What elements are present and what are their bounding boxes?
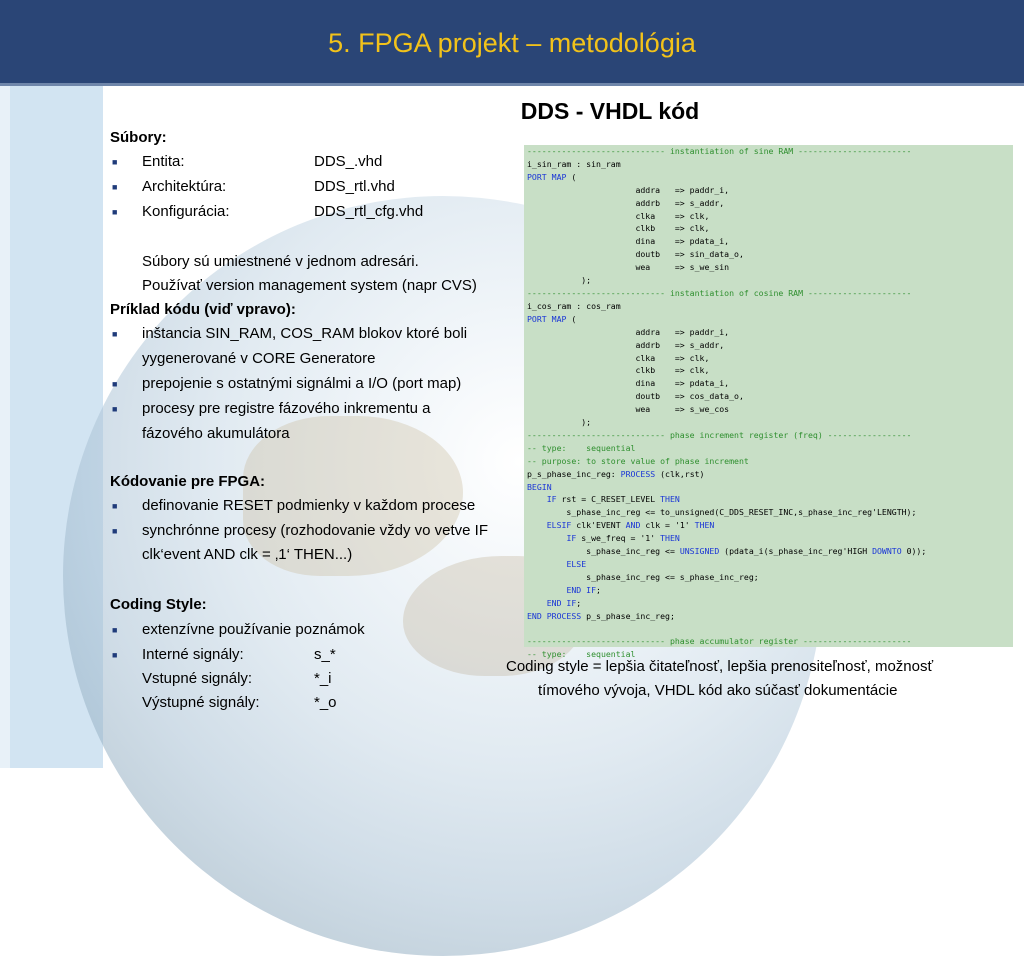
code-line	[527, 623, 1013, 636]
signal-label: Vstupné signály:	[142, 670, 253, 687]
code-comment: ---------------------------- phase increment register (freq) -----------------	[527, 429, 912, 440]
header-bar	[0, 0, 1024, 86]
bullet-icon: ■	[112, 329, 118, 339]
bullet-icon: ■	[112, 207, 118, 217]
code-token: clk = '1'	[640, 520, 695, 531]
files-heading: Súbory:	[110, 129, 167, 146]
code-token: ;	[576, 597, 582, 608]
code-line	[527, 506, 1013, 519]
code-token: dina => pdata_i,	[527, 236, 730, 247]
code-keyword: THEN	[660, 533, 680, 544]
example-item: inštancia SIN_RAM, COS_RAM blokov ktoré boli	[142, 325, 468, 342]
code-line	[527, 248, 1013, 261]
code-line	[527, 287, 1013, 300]
code-line	[527, 584, 1013, 597]
code-keyword: PORT MAP	[527, 313, 567, 324]
code-line	[527, 364, 1013, 377]
code-line	[527, 222, 1013, 235]
style-item: extenzívne používanie poznámok	[142, 621, 365, 638]
code-token: ;	[596, 584, 601, 595]
code-line	[527, 390, 1013, 403]
code-token: s_phase_inc_reg <= to_unsigned(C_DDS_RESET_INC,s_phase_inc_reg'LENGTH);	[527, 507, 917, 518]
code-token: s_phase_inc_reg <=	[527, 546, 680, 557]
code-line	[527, 339, 1013, 352]
code-token: (pdata_i(s_phase_inc_reg'HIGH	[719, 546, 873, 557]
code-comment: -- type: sequential	[527, 442, 636, 453]
code-keyword: PROCESS	[620, 468, 656, 479]
code-token: clka => clk,	[527, 352, 710, 363]
code-keyword: IF	[546, 494, 557, 505]
code-token: wea => s_we_cos	[527, 404, 730, 415]
bullet-icon: ■	[112, 379, 118, 389]
example-heading: Príklad kódu (viď vpravo):	[110, 301, 296, 318]
code-token	[527, 520, 547, 530]
style-heading: Coding Style:	[110, 596, 207, 613]
code-line	[527, 519, 1013, 532]
code-token	[527, 585, 566, 595]
code-token: clkb => clk,	[527, 365, 710, 376]
code-line	[527, 352, 1013, 365]
files-note: Súbory sú umiestnené v jednom adresári.	[142, 253, 419, 270]
bullet-icon: ■	[112, 650, 118, 660]
code-keyword: END IF	[546, 597, 577, 608]
code-keyword: AND	[625, 520, 641, 531]
code-token: doutb => cos_data_o,	[527, 391, 744, 402]
code-keyword: ELSE	[566, 559, 587, 569]
code-keyword: PORT MAP	[527, 171, 567, 182]
code-line	[527, 558, 1013, 571]
code-line	[527, 274, 1013, 287]
code-token	[527, 494, 547, 504]
caption-line: Coding style = lepšia čitateľnosť, lepšia prenositeľnosť, možnosť	[506, 658, 934, 675]
code-token: wea => s_we_sin	[527, 262, 730, 273]
files-note: Používať version management system (napr CVS)	[142, 277, 477, 294]
code-line	[527, 442, 1013, 455]
code-keyword: END IF	[566, 584, 597, 595]
coding-item: definovanie RESET podmienky v každom procese	[142, 497, 476, 514]
coding-heading: Kódovanie pre FPGA:	[110, 473, 266, 490]
code-keyword: UNSIGNED	[679, 546, 720, 557]
code-token: p_s_phase_inc_reg;	[581, 610, 675, 621]
code-line	[527, 184, 1013, 197]
code-keyword: THEN	[694, 520, 715, 531]
code-token: s_we_freq = '1'	[576, 533, 661, 544]
code-token: rst = C_RESET_LEVEL	[556, 494, 661, 505]
code-line	[527, 171, 1013, 184]
code-comment: ---------------------------- phase accumulator register ----------------------	[527, 636, 912, 647]
file-label: Entita:	[142, 153, 185, 170]
code-token: clk'EVENT	[571, 520, 626, 531]
bullet-icon: ■	[112, 182, 118, 192]
code-line	[527, 158, 1013, 171]
code-line	[527, 545, 1013, 558]
code-token	[527, 598, 547, 608]
code-token: addrb => s_addr,	[527, 197, 725, 208]
coding-item-cont: clk‘event AND clk = ‚1‘ THEN...)	[142, 546, 353, 563]
code-line	[527, 313, 1013, 326]
bullet-icon: ■	[112, 501, 118, 511]
caption-line: tímového vývoja, VHDL kód ako súčasť dokumentácie	[538, 682, 898, 699]
code-keyword: DOWNTO	[872, 546, 902, 557]
code-line	[527, 571, 1013, 584]
example-item: prepojenie s ostatnými signálmi a I/O (port map)	[142, 375, 462, 392]
code-token: addra => paddr_i,	[527, 326, 730, 337]
code-line	[527, 455, 1013, 468]
code-token: (	[566, 313, 577, 324]
code-token: dina => pdata_i,	[527, 378, 730, 389]
bullet-icon: ■	[112, 526, 118, 536]
signal-value: *_o	[314, 694, 337, 711]
code-line	[527, 300, 1013, 313]
code-line	[527, 416, 1013, 429]
page-title: 5. FPGA projekt – metodológia	[328, 28, 696, 58]
code-token: 0));	[901, 546, 927, 557]
file-value: DDS_rtl.vhd	[314, 178, 395, 195]
code-token: addra => paddr_i,	[527, 184, 730, 195]
example-item-cont: yygenerované v CORE Generatore	[142, 350, 376, 367]
code-line	[527, 635, 1013, 648]
bullet-icon: ■	[112, 625, 118, 635]
code-token: p_s_phase_inc_reg:	[527, 468, 621, 479]
code-token: s_phase_inc_reg <= s_phase_inc_reg;	[527, 571, 759, 582]
example-item: procesy pre registre fázového inkrementu a	[142, 400, 431, 417]
code-line	[527, 210, 1013, 223]
code-comment: ---------------------------- instantiation of cosine RAM ---------------------	[527, 287, 912, 298]
code-line	[527, 429, 1013, 442]
code-token: i_cos_ram : cos_ram	[527, 300, 621, 311]
file-label: Architektúra:	[142, 178, 227, 195]
code-token: );	[527, 417, 592, 428]
code-line	[527, 403, 1013, 416]
bullet-icon: ■	[112, 404, 118, 414]
signal-value: s_*	[314, 646, 336, 663]
code-token	[527, 559, 566, 569]
code-line	[527, 261, 1013, 274]
code-line	[527, 597, 1013, 610]
slide-subtitle: DDS - VHDL kód	[520, 98, 700, 124]
code-token: doutb => sin_data_o,	[527, 249, 744, 260]
code-line	[527, 532, 1013, 545]
coding-item: synchrónne procesy (rozhodovanie vždy vo vetve IF	[142, 522, 489, 539]
code-line	[527, 481, 1013, 494]
code-line	[527, 377, 1013, 390]
code-comment: -- type: sequential	[527, 649, 636, 660]
file-label: Konfigurácia:	[142, 203, 230, 220]
code-token: (	[566, 171, 577, 182]
code-comment: -- purpose: to store value of phase increment	[527, 455, 749, 466]
code-token: addrb => s_addr,	[527, 339, 725, 350]
code-line	[527, 145, 1013, 158]
code-token: clkb => clk,	[527, 223, 710, 234]
example-item-cont: fázového akumulátora	[142, 425, 290, 442]
code-line	[527, 235, 1013, 248]
vhdl-code-listing	[524, 145, 1013, 660]
code-line	[527, 326, 1013, 339]
code-keyword: THEN	[660, 494, 680, 505]
file-value: DDS_.vhd	[314, 153, 383, 170]
code-text	[524, 145, 1013, 661]
code-token: );	[527, 275, 592, 286]
signal-label: Interné signály:	[142, 646, 244, 663]
code-token: (clk,rst)	[655, 468, 705, 479]
code-line	[527, 468, 1013, 481]
code-keyword: BEGIN	[527, 481, 552, 492]
code-line	[527, 493, 1013, 506]
code-keyword: END PROCESS	[527, 610, 582, 621]
code-line	[527, 610, 1013, 623]
code-keyword: ELSIF	[546, 520, 572, 531]
signal-label: Výstupné signály:	[142, 694, 260, 711]
code-token: clka => clk,	[527, 210, 710, 221]
code-token: i_sin_ram : sin_ram	[527, 158, 621, 169]
bullet-icon: ■	[112, 157, 118, 167]
code-keyword: IF	[566, 533, 577, 544]
signal-value: *_i	[314, 670, 332, 687]
code-line	[527, 197, 1013, 210]
file-value: DDS_rtl_cfg.vhd	[314, 203, 424, 220]
code-comment: ---------------------------- instantiation of sine RAM -----------------------	[527, 146, 912, 156]
code-token	[527, 533, 566, 543]
